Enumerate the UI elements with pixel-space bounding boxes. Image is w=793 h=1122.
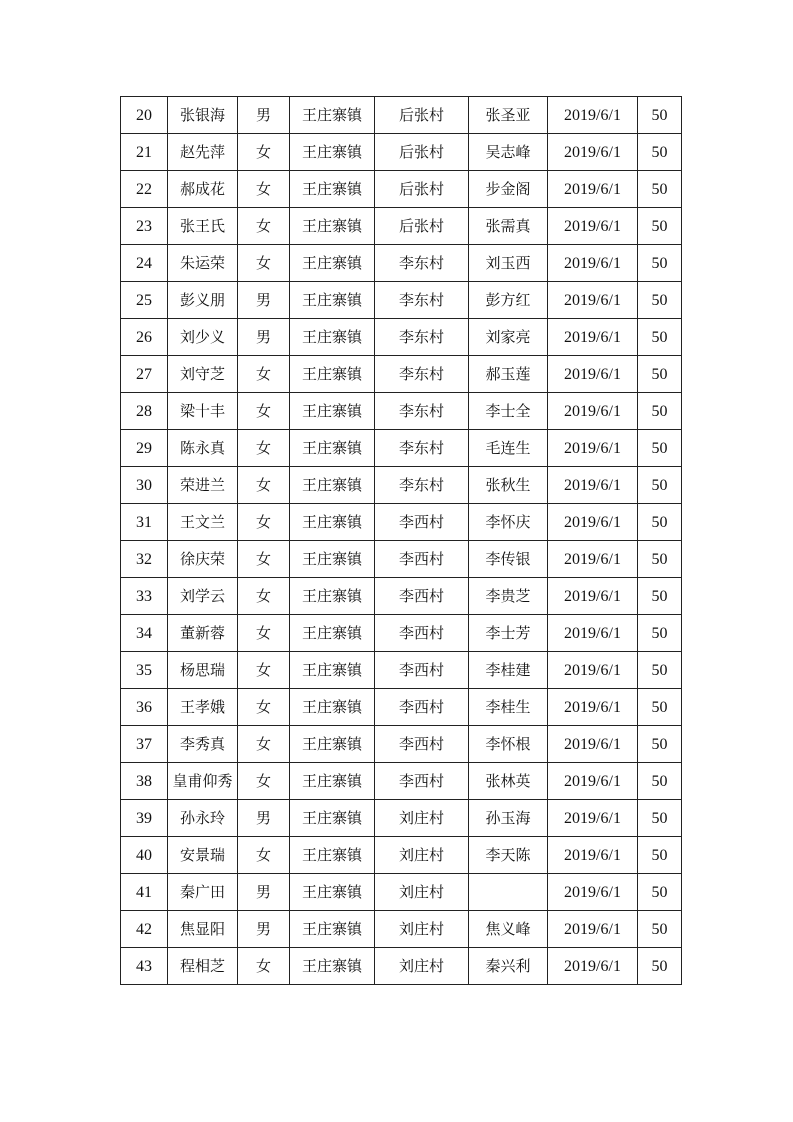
date-cell: 2019/6/1 bbox=[548, 467, 638, 504]
town-cell: 王庄寨镇 bbox=[290, 652, 375, 689]
amount-cell: 50 bbox=[638, 245, 682, 282]
village-cell: 李东村 bbox=[375, 393, 469, 430]
village-cell: 李西村 bbox=[375, 541, 469, 578]
date-cell: 2019/6/1 bbox=[548, 911, 638, 948]
town-cell: 王庄寨镇 bbox=[290, 763, 375, 800]
name-cell: 焦显阳 bbox=[168, 911, 238, 948]
table-row bbox=[121, 578, 682, 615]
date-cell: 2019/6/1 bbox=[548, 430, 638, 467]
table-row bbox=[121, 874, 682, 911]
gender-cell: 女 bbox=[238, 689, 290, 726]
name-cell: 李秀真 bbox=[168, 726, 238, 763]
village-cell: 李东村 bbox=[375, 430, 469, 467]
contact-cell: 李士芳 bbox=[469, 615, 548, 652]
table-row bbox=[121, 134, 682, 171]
table-row bbox=[121, 837, 682, 874]
town-cell: 王庄寨镇 bbox=[290, 874, 375, 911]
gender-cell: 女 bbox=[238, 208, 290, 245]
row-number: 29 bbox=[121, 430, 168, 467]
contact-cell: 刘玉西 bbox=[469, 245, 548, 282]
gender-cell: 女 bbox=[238, 134, 290, 171]
contact-cell: 李传银 bbox=[469, 541, 548, 578]
town-cell: 王庄寨镇 bbox=[290, 726, 375, 763]
records-table-body bbox=[121, 97, 682, 985]
contact-cell: 李士全 bbox=[469, 393, 548, 430]
gender-cell: 女 bbox=[238, 726, 290, 763]
date-cell: 2019/6/1 bbox=[548, 282, 638, 319]
gender-cell: 女 bbox=[238, 578, 290, 615]
date-cell: 2019/6/1 bbox=[548, 578, 638, 615]
village-cell: 李西村 bbox=[375, 578, 469, 615]
date-cell: 2019/6/1 bbox=[548, 134, 638, 171]
row-number: 23 bbox=[121, 208, 168, 245]
name-cell: 刘守芝 bbox=[168, 356, 238, 393]
table-row bbox=[121, 245, 682, 282]
name-cell: 赵先萍 bbox=[168, 134, 238, 171]
row-number: 40 bbox=[121, 837, 168, 874]
date-cell: 2019/6/1 bbox=[548, 97, 638, 134]
amount-cell: 50 bbox=[638, 504, 682, 541]
row-number: 37 bbox=[121, 726, 168, 763]
name-cell: 刘学云 bbox=[168, 578, 238, 615]
date-cell: 2019/6/1 bbox=[548, 356, 638, 393]
gender-cell: 女 bbox=[238, 837, 290, 874]
amount-cell: 50 bbox=[638, 726, 682, 763]
name-cell: 朱运荣 bbox=[168, 245, 238, 282]
village-cell: 李西村 bbox=[375, 726, 469, 763]
contact-cell: 张林英 bbox=[469, 763, 548, 800]
amount-cell: 50 bbox=[638, 652, 682, 689]
table-row bbox=[121, 726, 682, 763]
date-cell: 2019/6/1 bbox=[548, 245, 638, 282]
amount-cell: 50 bbox=[638, 837, 682, 874]
row-number: 21 bbox=[121, 134, 168, 171]
gender-cell: 男 bbox=[238, 319, 290, 356]
row-number: 36 bbox=[121, 689, 168, 726]
contact-cell: 李贵芝 bbox=[469, 578, 548, 615]
row-number: 26 bbox=[121, 319, 168, 356]
row-number: 35 bbox=[121, 652, 168, 689]
name-cell: 王孝娥 bbox=[168, 689, 238, 726]
village-cell: 刘庄村 bbox=[375, 911, 469, 948]
name-cell: 刘少义 bbox=[168, 319, 238, 356]
village-cell: 李东村 bbox=[375, 467, 469, 504]
village-cell: 刘庄村 bbox=[375, 837, 469, 874]
village-cell: 李东村 bbox=[375, 282, 469, 319]
gender-cell: 男 bbox=[238, 874, 290, 911]
table-row bbox=[121, 504, 682, 541]
name-cell: 张银海 bbox=[168, 97, 238, 134]
date-cell: 2019/6/1 bbox=[548, 393, 638, 430]
gender-cell: 女 bbox=[238, 763, 290, 800]
amount-cell: 50 bbox=[638, 208, 682, 245]
town-cell: 王庄寨镇 bbox=[290, 948, 375, 985]
gender-cell: 女 bbox=[238, 467, 290, 504]
gender-cell: 男 bbox=[238, 282, 290, 319]
row-number: 20 bbox=[121, 97, 168, 134]
row-number: 41 bbox=[121, 874, 168, 911]
contact-cell: 秦兴利 bbox=[469, 948, 548, 985]
name-cell: 杨思瑞 bbox=[168, 652, 238, 689]
name-cell: 张王氏 bbox=[168, 208, 238, 245]
date-cell: 2019/6/1 bbox=[548, 504, 638, 541]
village-cell: 后张村 bbox=[375, 171, 469, 208]
gender-cell: 女 bbox=[238, 245, 290, 282]
contact-cell: 张秋生 bbox=[469, 467, 548, 504]
contact-cell: 彭方红 bbox=[469, 282, 548, 319]
amount-cell: 50 bbox=[638, 874, 682, 911]
contact-cell: 焦义峰 bbox=[469, 911, 548, 948]
town-cell: 王庄寨镇 bbox=[290, 800, 375, 837]
table-row bbox=[121, 800, 682, 837]
name-cell: 荣进兰 bbox=[168, 467, 238, 504]
amount-cell: 50 bbox=[638, 97, 682, 134]
contact-cell: 吴志峰 bbox=[469, 134, 548, 171]
village-cell: 李西村 bbox=[375, 652, 469, 689]
table-row bbox=[121, 763, 682, 800]
name-cell: 秦广田 bbox=[168, 874, 238, 911]
gender-cell: 女 bbox=[238, 171, 290, 208]
table-row bbox=[121, 319, 682, 356]
amount-cell: 50 bbox=[638, 467, 682, 504]
town-cell: 王庄寨镇 bbox=[290, 245, 375, 282]
village-cell: 李西村 bbox=[375, 504, 469, 541]
town-cell: 王庄寨镇 bbox=[290, 467, 375, 504]
town-cell: 王庄寨镇 bbox=[290, 430, 375, 467]
contact-cell: 毛连生 bbox=[469, 430, 548, 467]
contact-cell: 郝玉莲 bbox=[469, 356, 548, 393]
gender-cell: 女 bbox=[238, 948, 290, 985]
town-cell: 王庄寨镇 bbox=[290, 134, 375, 171]
date-cell: 2019/6/1 bbox=[548, 763, 638, 800]
name-cell: 董新蓉 bbox=[168, 615, 238, 652]
table-row bbox=[121, 208, 682, 245]
contact-cell: 步金阁 bbox=[469, 171, 548, 208]
gender-cell: 男 bbox=[238, 911, 290, 948]
name-cell: 安景瑞 bbox=[168, 837, 238, 874]
town-cell: 王庄寨镇 bbox=[290, 208, 375, 245]
row-number: 32 bbox=[121, 541, 168, 578]
amount-cell: 50 bbox=[638, 319, 682, 356]
contact-cell: 李怀根 bbox=[469, 726, 548, 763]
town-cell: 王庄寨镇 bbox=[290, 578, 375, 615]
name-cell: 郝成花 bbox=[168, 171, 238, 208]
amount-cell: 50 bbox=[638, 430, 682, 467]
date-cell: 2019/6/1 bbox=[548, 948, 638, 985]
amount-cell: 50 bbox=[638, 282, 682, 319]
village-cell: 刘庄村 bbox=[375, 800, 469, 837]
date-cell: 2019/6/1 bbox=[548, 689, 638, 726]
date-cell: 2019/6/1 bbox=[548, 208, 638, 245]
date-cell: 2019/6/1 bbox=[548, 837, 638, 874]
town-cell: 王庄寨镇 bbox=[290, 171, 375, 208]
table-row bbox=[121, 171, 682, 208]
name-cell: 梁十丰 bbox=[168, 393, 238, 430]
village-cell: 刘庄村 bbox=[375, 948, 469, 985]
contact-cell: 张需真 bbox=[469, 208, 548, 245]
village-cell: 李东村 bbox=[375, 319, 469, 356]
table-row bbox=[121, 393, 682, 430]
row-number: 42 bbox=[121, 911, 168, 948]
amount-cell: 50 bbox=[638, 578, 682, 615]
table-row bbox=[121, 282, 682, 319]
contact-cell bbox=[469, 874, 548, 911]
gender-cell: 女 bbox=[238, 615, 290, 652]
name-cell: 陈永真 bbox=[168, 430, 238, 467]
gender-cell: 女 bbox=[238, 504, 290, 541]
town-cell: 王庄寨镇 bbox=[290, 911, 375, 948]
amount-cell: 50 bbox=[638, 393, 682, 430]
date-cell: 2019/6/1 bbox=[548, 319, 638, 356]
amount-cell: 50 bbox=[638, 615, 682, 652]
date-cell: 2019/6/1 bbox=[548, 800, 638, 837]
gender-cell: 女 bbox=[238, 430, 290, 467]
gender-cell: 女 bbox=[238, 652, 290, 689]
town-cell: 王庄寨镇 bbox=[290, 689, 375, 726]
gender-cell: 女 bbox=[238, 541, 290, 578]
date-cell: 2019/6/1 bbox=[548, 171, 638, 208]
name-cell: 王文兰 bbox=[168, 504, 238, 541]
table-row bbox=[121, 911, 682, 948]
row-number: 31 bbox=[121, 504, 168, 541]
row-number: 25 bbox=[121, 282, 168, 319]
contact-cell: 李桂建 bbox=[469, 652, 548, 689]
gender-cell: 女 bbox=[238, 356, 290, 393]
table-row bbox=[121, 652, 682, 689]
row-number: 38 bbox=[121, 763, 168, 800]
table-row bbox=[121, 97, 682, 134]
amount-cell: 50 bbox=[638, 356, 682, 393]
row-number: 39 bbox=[121, 800, 168, 837]
contact-cell: 李天陈 bbox=[469, 837, 548, 874]
village-cell: 李西村 bbox=[375, 615, 469, 652]
amount-cell: 50 bbox=[638, 689, 682, 726]
village-cell: 后张村 bbox=[375, 134, 469, 171]
name-cell: 皇甫仰秀 bbox=[168, 763, 238, 800]
gender-cell: 女 bbox=[238, 393, 290, 430]
row-number: 27 bbox=[121, 356, 168, 393]
row-number: 30 bbox=[121, 467, 168, 504]
amount-cell: 50 bbox=[638, 800, 682, 837]
village-cell: 李东村 bbox=[375, 356, 469, 393]
town-cell: 王庄寨镇 bbox=[290, 837, 375, 874]
gender-cell: 男 bbox=[238, 800, 290, 837]
village-cell: 李西村 bbox=[375, 689, 469, 726]
village-cell: 刘庄村 bbox=[375, 874, 469, 911]
table-row bbox=[121, 689, 682, 726]
village-cell: 李东村 bbox=[375, 245, 469, 282]
town-cell: 王庄寨镇 bbox=[290, 504, 375, 541]
town-cell: 王庄寨镇 bbox=[290, 282, 375, 319]
date-cell: 2019/6/1 bbox=[548, 615, 638, 652]
row-number: 43 bbox=[121, 948, 168, 985]
village-cell: 李西村 bbox=[375, 763, 469, 800]
table-row bbox=[121, 467, 682, 504]
town-cell: 王庄寨镇 bbox=[290, 541, 375, 578]
contact-cell: 李怀庆 bbox=[469, 504, 548, 541]
contact-cell: 刘家亮 bbox=[469, 319, 548, 356]
row-number: 33 bbox=[121, 578, 168, 615]
town-cell: 王庄寨镇 bbox=[290, 319, 375, 356]
date-cell: 2019/6/1 bbox=[548, 874, 638, 911]
amount-cell: 50 bbox=[638, 541, 682, 578]
name-cell: 孙永玲 bbox=[168, 800, 238, 837]
town-cell: 王庄寨镇 bbox=[290, 393, 375, 430]
date-cell: 2019/6/1 bbox=[548, 726, 638, 763]
name-cell: 徐庆荣 bbox=[168, 541, 238, 578]
amount-cell: 50 bbox=[638, 134, 682, 171]
records-table bbox=[120, 96, 682, 985]
row-number: 28 bbox=[121, 393, 168, 430]
table-row bbox=[121, 948, 682, 985]
date-cell: 2019/6/1 bbox=[548, 652, 638, 689]
name-cell: 程相芝 bbox=[168, 948, 238, 985]
table-row bbox=[121, 541, 682, 578]
table-row bbox=[121, 615, 682, 652]
date-cell: 2019/6/1 bbox=[548, 541, 638, 578]
town-cell: 王庄寨镇 bbox=[290, 97, 375, 134]
contact-cell: 张圣亚 bbox=[469, 97, 548, 134]
town-cell: 王庄寨镇 bbox=[290, 356, 375, 393]
gender-cell: 男 bbox=[238, 97, 290, 134]
name-cell: 彭义朋 bbox=[168, 282, 238, 319]
amount-cell: 50 bbox=[638, 948, 682, 985]
amount-cell: 50 bbox=[638, 171, 682, 208]
row-number: 34 bbox=[121, 615, 168, 652]
contact-cell: 孙玉海 bbox=[469, 800, 548, 837]
town-cell: 王庄寨镇 bbox=[290, 615, 375, 652]
amount-cell: 50 bbox=[638, 911, 682, 948]
amount-cell: 50 bbox=[638, 763, 682, 800]
row-number: 24 bbox=[121, 245, 168, 282]
row-number: 22 bbox=[121, 171, 168, 208]
village-cell: 后张村 bbox=[375, 97, 469, 134]
village-cell: 后张村 bbox=[375, 208, 469, 245]
contact-cell: 李桂生 bbox=[469, 689, 548, 726]
table-row bbox=[121, 430, 682, 467]
table-row bbox=[121, 356, 682, 393]
